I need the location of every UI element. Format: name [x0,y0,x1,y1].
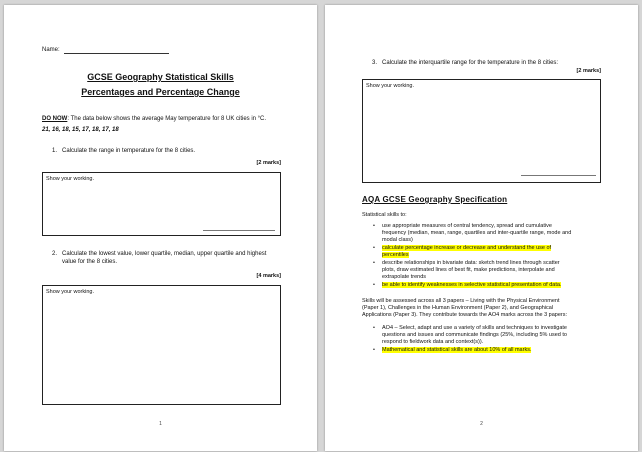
skill-item: • use appropriate measures of central tendency, spread and cumulative frequency (median, mean, range, quartiles and inter-quartile range, mode and modal class) [372,223,602,244]
question-1-marks: [2 marks] [256,160,281,166]
question-1 [52,148,302,156]
answer-line [203,230,275,231]
question-3-working-box[interactable] [362,79,601,183]
working-box-label: Show your working. [46,176,94,182]
do-now-instructions [42,116,266,122]
temperature-data: 21, 16, 18, 15, 17, 18, 17, 18 [42,127,119,133]
page-number: 2 [480,421,483,427]
question-2-marks: [4 marks] [256,273,281,279]
question-1-working-box[interactable] [42,172,281,236]
assessment-objectives-list [372,325,607,355]
name-label: Name: [42,47,60,53]
question-2-number: 2. [52,251,58,257]
question-2-text-line1: Calculate the lowest value, lower quartile, median, upper quartile and highest [62,251,267,257]
question-3-text: Calculate the interquartile range for the temperature in the 8 cities: [382,60,559,66]
do-now-text: : The data below shows the average May temperature for 8 UK cities in °C. [67,116,267,122]
do-now-label: DO NOW [42,116,68,122]
question-2-text-line2: value for the 8 cities. [62,258,118,265]
document-page-2 [325,5,638,451]
name-answer-line [64,53,169,54]
working-box-label: Show your working. [366,83,414,89]
question-2 [52,251,292,267]
working-box-label: Show your working. [46,289,94,295]
page-subtitle: Percentages and Percentage Change [81,87,240,97]
question-3-marks: [2 marks] [576,68,601,74]
page-title: GCSE Geography Statistical Skills [87,72,234,82]
document-page-1 [4,5,317,451]
skills-intro: Statistical skills to: [362,212,407,218]
question-2-working-box[interactable] [42,285,281,405]
assessment-paragraph: Skills will be assessed across all 3 papers – Living with the Physical Environment (Paper 1), Challenges in the Human Environment (Paper 2), and Geographical Applications (Paper 3). They contribute towards the AO4 marks across the 3 papers: [362,298,568,318]
page-number: 1 [159,421,162,427]
specification-heading: AQA GCSE Geography Specification [362,195,508,204]
question-1-number: 1. [52,148,58,154]
question-3 [372,60,622,68]
skill-item: • describe relationships in bivariate data: sketch trend lines through scatter plots, draw estimated lines of best fit, make predictions, interpolate and extrapolate trends [372,260,602,281]
skill-item-highlighted: • calculate percentage increase or decrease and understand the use of percentiles [372,245,602,259]
question-3-number: 3. [372,60,378,66]
ao-item-highlighted: • Mathematical and statistical skills are about 10% of all marks. [372,347,607,354]
question-1-text: Calculate the range in temperature for the 8 cities. [62,148,196,154]
skills-list [372,223,602,290]
skill-item-highlighted: • be able to identify weaknesses in selective statistical presentation of data. [372,282,602,289]
answer-line [521,175,596,176]
ao-item: • AO4 – Select, adapt and use a variety of skills and techniques to investigate questions and issues and communicate findings (25%, including 5% used to respond to fieldwork data and context(s)). [372,325,607,346]
